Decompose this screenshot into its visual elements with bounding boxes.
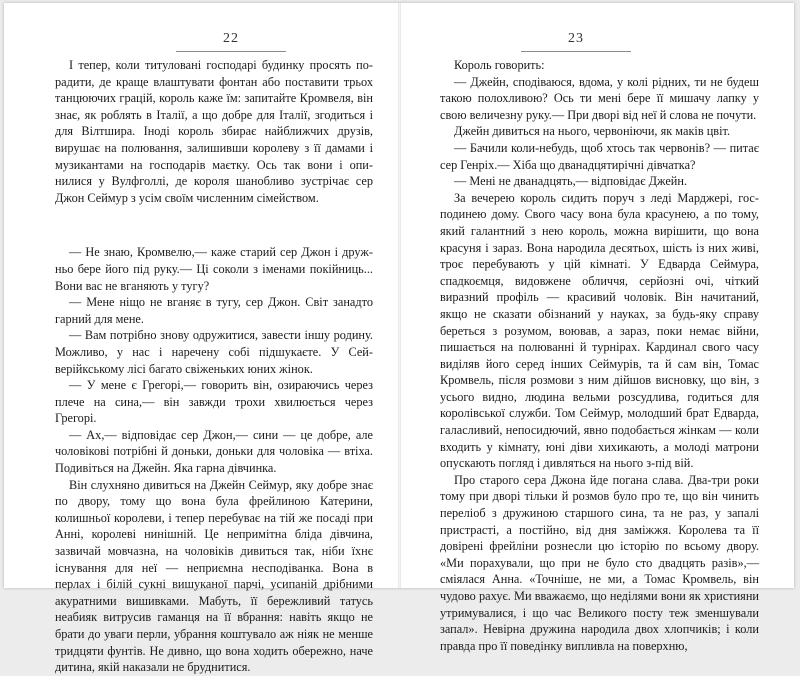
page-text [440, 57, 759, 654]
paragraph: — Джейн, сподіваюся, вдома, у колі рідних, ти не будеш такою полохливою? Ось ти мені бере її мишачу лапку у свою величезну руку.— При дворі від неї й слова не почути. [440, 74, 759, 122]
paragraph: — Мене ніщо не вганяє в тугу, сер Джон. Світ занадто гарний для мене. [55, 295, 373, 326]
paragraph: — Не знаю, Кромвелю,— каже старий сер Джон і дружньо бере його під руку.— Ці соколи з іменами покійниць... Вони вас не вганяють у тугу? [55, 245, 373, 293]
paragraph: — Мені не дванадцять,— відповідає Джейн. [454, 174, 688, 189]
paragraph: Він слухняно дивиться на Джейн Сеймур, яку добре знає по двору, тому що вона була фрейлиною Катерини, колишньої королеви, і тепер перебуває на тій же посаді при Анні, королеві нинішній. Це непримітна бліда дівчина, зазвичай мовчазна, на чоловіків дивиться так, ніби їхнє існування для неї — неприємна несподіванка. Вона в перлах і білій сукні вишуканої парчі, усипаній дрібними акуратними вишивками. Мабуть, її бережливий татусь неабияк витрусив гаманця на її вбрання: навіть якщо не брати до уваги перли, убрання коштувало аж ніяк не менше тридцяти фунтів. Не дивно, що вона ходить обережно, наче дитина, якій наказали не бруднитися. [55, 477, 373, 675]
book-spread [4, 3, 794, 675]
paragraph: Про старого сера Джона йде погана слава. Два-три роки тому при дворі тільки й розмов було про те, що він чинить переліоб з дружиною старшого сина, та не раз, у запалі пристрасті, а постійно, від дня заміжжя. Королева та її довірені фрейліни рознесли цю історію по всьому двору. «Ми порахували, що при не було сто двадцять разів»,— сміялася Анна. «Точніше, не ми, а Томас Кромвель, він чудово рахує. Ми вважаємо, що неділями вони як християни утримувалися, і що час Великого посту теж зменшували запал». Невірна дружина народила двох хлопчиків; і коли правда про її поведінку випливла на поверхню, [440, 472, 759, 653]
right-page [401, 3, 794, 653]
page-header [176, 31, 286, 52]
paragraph: — У мене є Грегорі,— говорить він, озираючись через плече на сина,— він завжди трохи хвилюється через Грегорі. [55, 378, 373, 426]
paragraph: — Вам потрібно знову одружитися, завести іншу родину. Можливо, у нас і наречену собі підшукаєте. У Сейверійкському лісі багато свіженьких юних жінок. [55, 328, 373, 376]
paragraph: — Бачили коли-небудь, щоб хтось так червонів? — питає сер Генріх.— Хіба що дванадцятирічні дівчатка? [440, 140, 759, 172]
page-number: 23 [568, 31, 584, 46]
paragraph: Джейн дивиться на нього, червоніючи, як маків цвіт. [454, 124, 731, 139]
header-rule [521, 51, 631, 52]
page-text [55, 57, 373, 676]
page-number: 22 [223, 31, 239, 46]
paragraph: І тепер, коли титуловані господарі будинку просять порадити, де краще влаштувати фонтан або поставити трьох танцюючих грацій, король каже їм: запитайте Кромвеля, він знає, як роблять в Італії, а що добре для Італії, згодиться і для Вілтшира. Іноді король збирає найближчих друзів, вирушає на полювання, залишивши королеву з її дамами і музикантами на господарів маєтку. Ось так вони і опинилися у Вулфголлі, де короля шанобливо зустрічає сер Джон Сеймур з усім своїм численним сімейством. [55, 58, 373, 205]
paragraph: За вечерею король сидить поруч з леді Марджері, господинею дому. Свого часу вона була красунею, а по тому, який галантний з нею король, можна вирішити, що вона красуня і зараз. Вона народила десятьох, шість із них живі, троє перебувають у цій кімнаті. У Едварда Сеймура, спадкоємця, видовжене обличчя, серйозні очі, чіткий виразний профіль — красивий чоловік. Він начитаний, якщо не сказати обізнаний у науках, за будь-яку справу береться з розумом, воював, а зараз, поки немає війни, пишається на полюванні й турнірах. Кардинал свого часу виділяв його серед інших Сеймурів, та й сам він, Томас Кромвель, після розмови з ним дійшов висновку, що він, з усього видно, людина вельми розсудлива, годиться для королівської служби. Том Сеймур, молодший брат Едварда, галасливий, непосидючий, явно подобається жінкам — коли входить у кімнату, юні діви хихикають, а молоді матрони опускають погляд і дивляться на нього з-під вій. [440, 190, 759, 471]
header-rule [176, 51, 286, 52]
page-header [521, 31, 631, 52]
left-page [4, 3, 398, 675]
paragraph: Король говорить: [454, 58, 545, 72]
paragraph: — Ах,— відповідає сер Джон,— сини — це добре, але чоловікові потрібні й доньки, доньки для чоловіка — втіха. Подивіться на Джейн. Яка гарна дівчинка. [55, 427, 373, 476]
